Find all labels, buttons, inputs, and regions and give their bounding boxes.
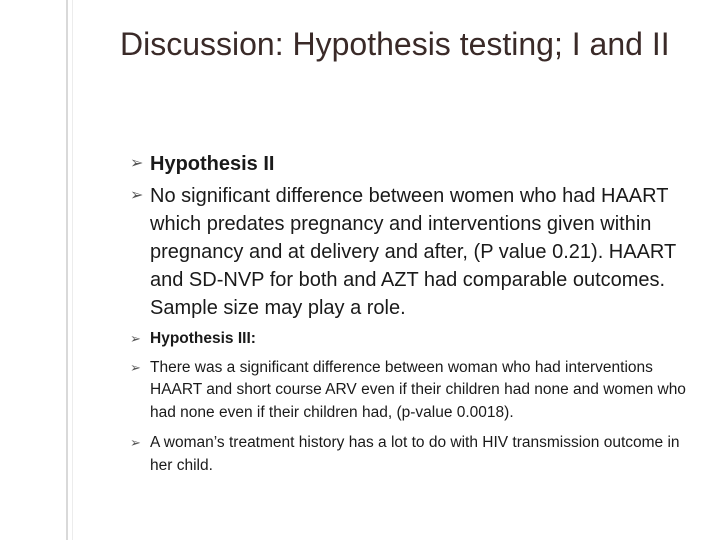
- bullet-text: Hypothesis III:: [150, 330, 256, 347]
- bullet-text: There was a significant difference between woman who had interventions HAART and short course ARV even if their children had none and women who had none even if their children had, (p-value 0.0018).: [150, 358, 686, 421]
- bullet-list: [130, 150, 700, 477]
- arrow-bullet-icon: ➢: [130, 359, 141, 375]
- bullet-item-treatment-history: [130, 432, 700, 477]
- slide-border-left: [66, 0, 68, 540]
- arrow-bullet-icon: ➢: [130, 331, 141, 346]
- arrow-bullet-icon: ➢: [130, 187, 144, 204]
- bullet-item-no-significant-difference: [130, 182, 700, 322]
- bullet-item-hypothesis-3: [130, 328, 700, 351]
- bullet-item-significant-difference: [130, 357, 700, 425]
- slide-border-left-inner: [72, 0, 73, 540]
- arrow-bullet-icon: ➢: [130, 435, 141, 450]
- bullet-item-hypothesis-2: [130, 150, 700, 178]
- slide-title: Discussion: Hypothesis testing; I and II: [120, 26, 670, 62]
- arrow-bullet-icon: ➢: [130, 155, 144, 172]
- bullet-text: No significant difference between women who had HAART which predates pregnancy and interventions given within pregnancy and at delivery and after, (P value 0.21). HAART and SD-NVP for both and AZT had comparable outcomes. Sample size may play a role.: [150, 185, 676, 319]
- bullet-text: A woman’s treatment history has a lot to do with HIV transmission outcome in her child.: [150, 434, 680, 474]
- bullet-text: Hypothesis II: [150, 153, 275, 175]
